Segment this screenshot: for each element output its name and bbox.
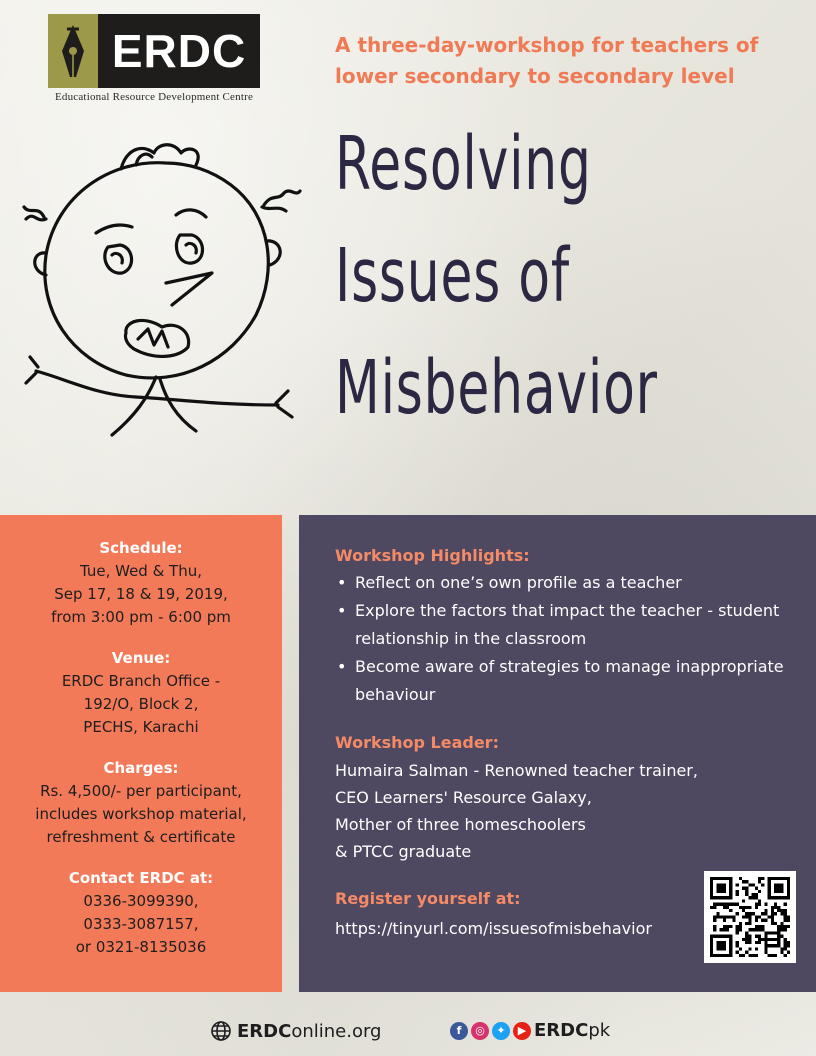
venue-section [0,647,282,739]
title-line-2: Issues of [335,233,570,319]
charges-heading: Charges: [103,759,179,777]
schedule-text: Tue, Wed & Thu, Sep 17, 18 & 19, 2019, from 3:00 pm - 6:00 pm [51,562,231,626]
leader-heading: Workshop Leader: [335,733,499,752]
qr-code-icon[interactable] [704,871,796,963]
logo-wordmark: ERDC [98,14,260,88]
title-line-3: Misbehavior [335,345,658,431]
website-link[interactable] [210,1020,381,1042]
facebook-icon[interactable]: f [450,1022,468,1040]
social-handle[interactable]: ERDCpk [534,1020,611,1041]
schedule-heading: Schedule: [99,539,183,557]
venue-heading: Venue: [111,649,171,667]
register-heading: Register yourself at: [335,889,521,908]
charges-text: Rs. 4,500/- per participant, includes workshop material, refreshment & certificate [35,782,247,846]
youtube-icon[interactable]: ▶ [513,1022,531,1040]
highlight-item: • Explore the factors that impact the teacher - student relationship in the classroom [335,597,816,653]
pen-nib-icon [48,14,98,88]
event-details-panel [0,515,282,992]
logo-subtitle: Educational Resource Development Centre [54,91,254,103]
website-text: ERDConline.org [237,1020,382,1042]
highlights-list [335,569,816,709]
globe-icon [210,1020,232,1042]
erdc-logo [48,14,260,103]
logo-box [48,14,260,88]
charges-section [0,757,282,849]
leader-section [335,731,816,865]
highlights-heading: Workshop Highlights: [335,546,530,565]
contact-text: 0336-3099390, 0333-3087157, or 0321-8135036 [75,892,207,956]
leader-text: Humaira Salman - Renowned teacher trainer, CEO Learners' Resource Galaxy, Mother of three homeschoolers & PTCC graduate [335,761,698,861]
venue-text: ERDC Branch Office - 192/O, Block 2, PECHS, Karachi [61,672,221,736]
instagram-icon[interactable]: ◎ [471,1022,489,1040]
footer [0,1018,816,1048]
workshop-info-panel [299,515,816,992]
highlight-item: • Reflect on one’s own profile as a teacher [335,569,816,597]
social-links [450,1020,610,1041]
poster-title [335,108,805,444]
register-link[interactable]: https://tinyurl.com/issuesofmisbehavior [335,919,652,938]
schedule-section [0,537,282,629]
tagline: A three-day-workshop for teachers of lower secondary to secondary level [335,33,759,88]
twitter-icon[interactable]: ✦ [492,1022,510,1040]
contact-section [0,867,282,959]
contact-heading: Contact ERDC at: [68,869,214,887]
title-line-1: Resolving [335,121,592,207]
highlight-item: • Become aware of strategies to manage inappropriate behaviour [335,653,816,709]
angry-face-doodle-icon [16,135,316,445]
